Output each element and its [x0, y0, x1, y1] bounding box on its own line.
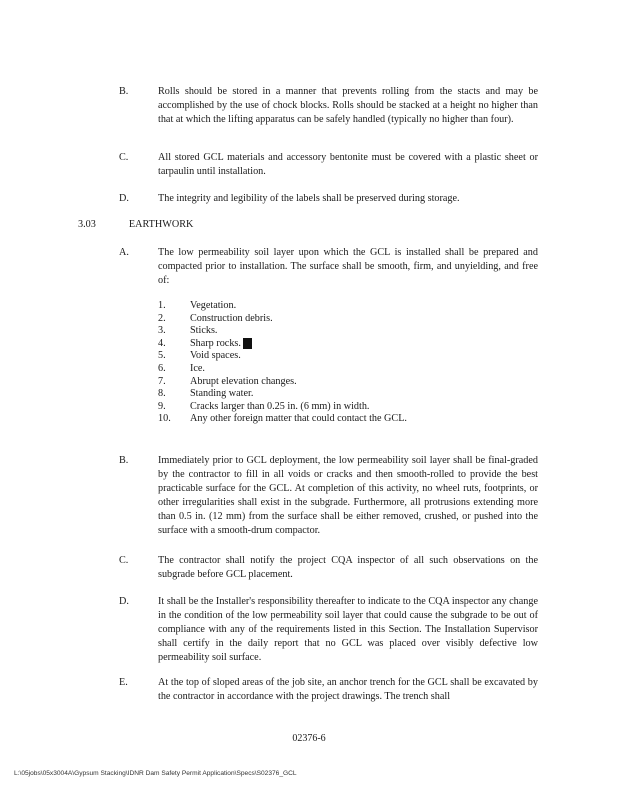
item-text: The integrity and legibility of the labels shall be preserved during storage. — [158, 193, 460, 204]
item-letter: C. — [119, 152, 129, 163]
item-letter: C. — [119, 555, 129, 566]
list-item: 1. Vegetation. — [158, 300, 237, 311]
list-item: 8. Standing water. — [158, 388, 254, 400]
list-item: 6. Ice. — [158, 362, 205, 374]
section-number: 3.03 — [78, 219, 96, 230]
item-letter: B. — [119, 455, 129, 466]
item-text: The low permeability soil layer upon which the GCL is installed shall be prepared and compacted prior to installation. The surface shall be smooth, firm, and unyielding, and free of: — [158, 247, 538, 286]
item-letter: D. — [119, 193, 129, 204]
list-item: 5. Void spaces. — [158, 350, 241, 362]
item-letter: A. — [119, 247, 129, 258]
item-text: At the top of sloped areas of the job site, an anchor trench for the GCL shall be excavated by the contractor in accordance with the project drawings. The trench shall — [158, 677, 538, 702]
item-letter: D. — [119, 596, 129, 607]
list-item: 7. Abrupt elevation changes. — [158, 375, 297, 387]
list-item: 2. Construction debris. — [158, 312, 273, 324]
list-item: 4. Sharp rocks. — [158, 338, 407, 351]
item-letter: B. — [119, 86, 129, 97]
file-path: L:\05jobs\05x3004A\Gypsum Stacking\IDNR Dam Safety Permit Application\Specs\S02376_GCL — [14, 770, 297, 777]
list-item: 10. Any other foreign matter that could contact the GCL. — [158, 413, 407, 425]
item-letter: E. — [119, 677, 128, 688]
item-text: All stored GCL materials and accessory bentonite must be covered with a plastic sheet or tarpaulin until installation. — [158, 152, 538, 177]
item-text: Rolls should be stored in a manner that prevents rolling from the stacts and may be accomplished by the use of chock blocks. Rolls should be stacked at a height no higher than that at which the lifting apparatus can be safely handled (typically no higher than four). — [158, 86, 538, 125]
requirements-list — [158, 300, 407, 426]
section-title: EARTHWORK — [128, 219, 194, 230]
item-text: The contractor shall notify the project CQA inspector of all such observations on the subgrade before GCL placement. — [158, 555, 538, 580]
list-item: 3. Sticks. — [158, 325, 218, 337]
item-text: Immediately prior to GCL deployment, the low permeability soil layer shall be final-graded by the contractor to fill in all voids or cracks and then smooth-rolled to provide the best practicable surface for the GCL. At completion of this activity, no wheel ruts, footprints, or other irregularities shall exist in the subgrade. Furthermore, all protrusions extending more than 0.5 in. (12 mm) from the surface shall be either removed, crushed, or pushed into the surface with a smooth-drum compactor. — [158, 455, 538, 536]
page-number: 02376-6 — [292, 733, 326, 744]
redaction-mark — [243, 338, 252, 349]
section-heading — [78, 219, 193, 230]
item-text: It shall be the Installer's responsibility thereafter to indicate to the CQA inspector any change in the condition of the low permeability soil layer that could cause the subgrade to be out of compliance with any of the requirements listed in this Section. The Installation Supervisor shall certify in the daily report that no GCL was placed over visibly defective low permeability soil surface. — [158, 596, 538, 663]
list-item: 9. Cracks larger than 0.25 in. (6 mm) in width. — [158, 400, 370, 412]
